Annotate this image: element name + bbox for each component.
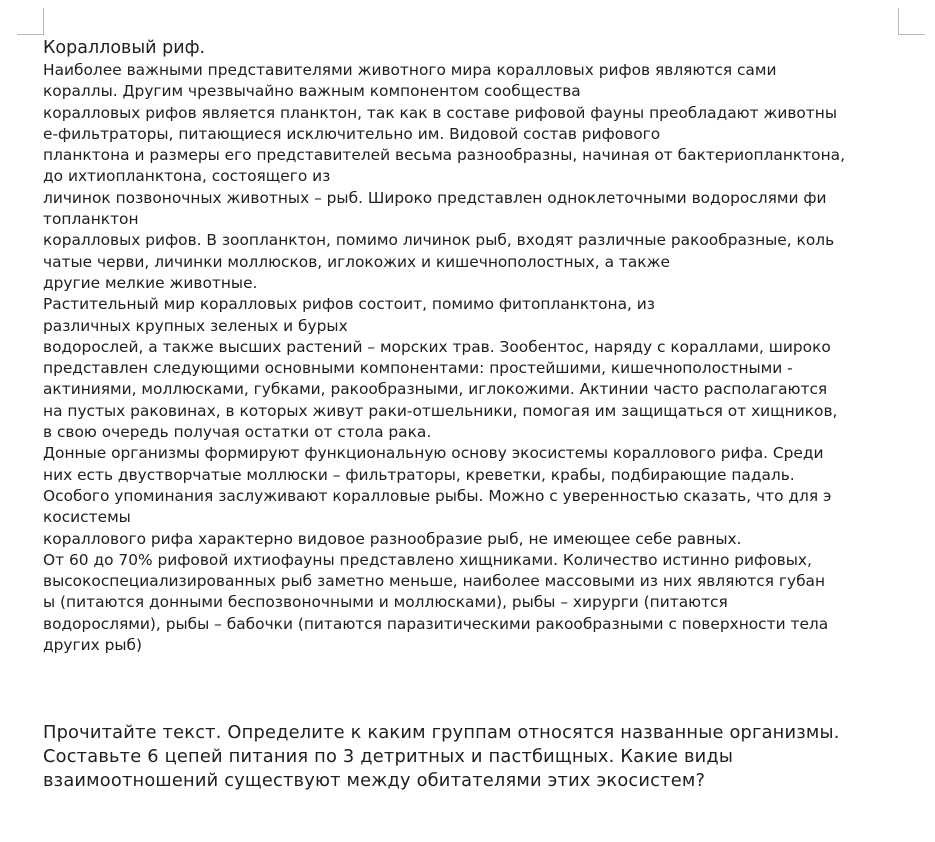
- text-line: чатые черви, личинки моллюсков, иглокожих и кишечнополостных, а также: [43, 252, 670, 271]
- crop-mark-top-left: [17, 8, 44, 35]
- text-line: Растительный мир коралловых рифов состоит, помимо фитопланктона, из: [43, 295, 655, 314]
- question-line: Прочитайте текст. Определите к каким группам относятся названные организмы.: [43, 722, 840, 743]
- text-line: водорослями), рыбы – бабочки (питаются паразитическими ракообразными с поверхности тела: [43, 614, 829, 633]
- text-line: ы (питаются донными беспозвоночными и моллюсками), рыбы – хирурги (питаются: [43, 593, 728, 612]
- text-line: Особого упоминания заслуживают коралловые рыбы. Можно с уверенностью сказать, что для э: [43, 486, 832, 505]
- text-line: актиниями, моллюсками, губками, ракообразными, иглокожими. Актинии часто располагаются: [43, 380, 828, 399]
- text-line: косистемы: [43, 508, 131, 527]
- document-body: [43, 36, 923, 656]
- text-line: на пустых раковинах, в которых живут раки-отшельники, помогая им защищаться от хищников,: [43, 401, 838, 420]
- body-text: [43, 60, 923, 656]
- assignment-question: [43, 721, 923, 793]
- crop-mark-top-right: [898, 8, 925, 35]
- text-line: Донные организмы формируют функциональную основу экосистемы кораллового рифа. Среди: [43, 444, 824, 463]
- text-line: планктона и размеры его представителей весьма разнообразны, начиная от бактериопланктона,: [43, 146, 845, 165]
- text-line: различных крупных зеленых и бурых: [43, 316, 348, 335]
- text-line: е-фильтраторы, питающиеся исключительно им. Видовой состав рифового: [43, 124, 661, 143]
- text-line: кораллового рифа характерно видовое разнообразие рыб, не имеющее себе равных.: [43, 529, 742, 548]
- text-line: в свою очередь получая остатки от стола рака.: [43, 423, 432, 442]
- text-line: них есть двустворчатые моллюски – фильтраторы, креветки, крабы, подбирающие падаль.: [43, 465, 795, 484]
- text-line: кораллы. Другим чрезвычайно важным компонентом сообщества: [43, 82, 581, 101]
- text-line: коралловых рифов является планктон, так как в составе рифовой фауны преобладают животны: [43, 103, 837, 122]
- question-line: взаимоотношений существуют между обитателями этих экосистем?: [43, 770, 706, 791]
- text-line: коралловых рифов. В зоопланктон, помимо личинок рыб, входят различные ракообразные, коль: [43, 231, 835, 250]
- text-line: личинок позвоночных животных – рыб. Широко представлен одноклеточными водорослями фи: [43, 188, 827, 207]
- text-line: до ихтиопланктона, состоящего из: [43, 167, 331, 186]
- text-line: других рыб): [43, 636, 143, 655]
- text-line: водорослей, а также высших растений – морских трав. Зообентос, наряду с кораллами, широко: [43, 337, 831, 356]
- document-title: Коралловый риф.: [43, 38, 206, 58]
- question-line: Составьте 6 цепей питания по 3 детритных и пастбищных. Какие виды: [43, 746, 734, 767]
- text-line: Наиболее важными представителями животного мира коралловых рифов являются сами: [43, 61, 777, 79]
- text-line: От 60 до 70% рифовой ихтиофауны представлено хищниками. Количество истинно рифовых,: [43, 550, 812, 569]
- text-line: топланктон: [43, 210, 139, 229]
- text-line: представлен следующими основными компонентами: простейшими, кишечнополостными -: [43, 359, 793, 378]
- text-line: высокоспециализированных рыб заметно меньше, наиболее массовыми из них являются губан: [43, 572, 826, 591]
- text-line: другие мелкие животные.: [43, 273, 258, 292]
